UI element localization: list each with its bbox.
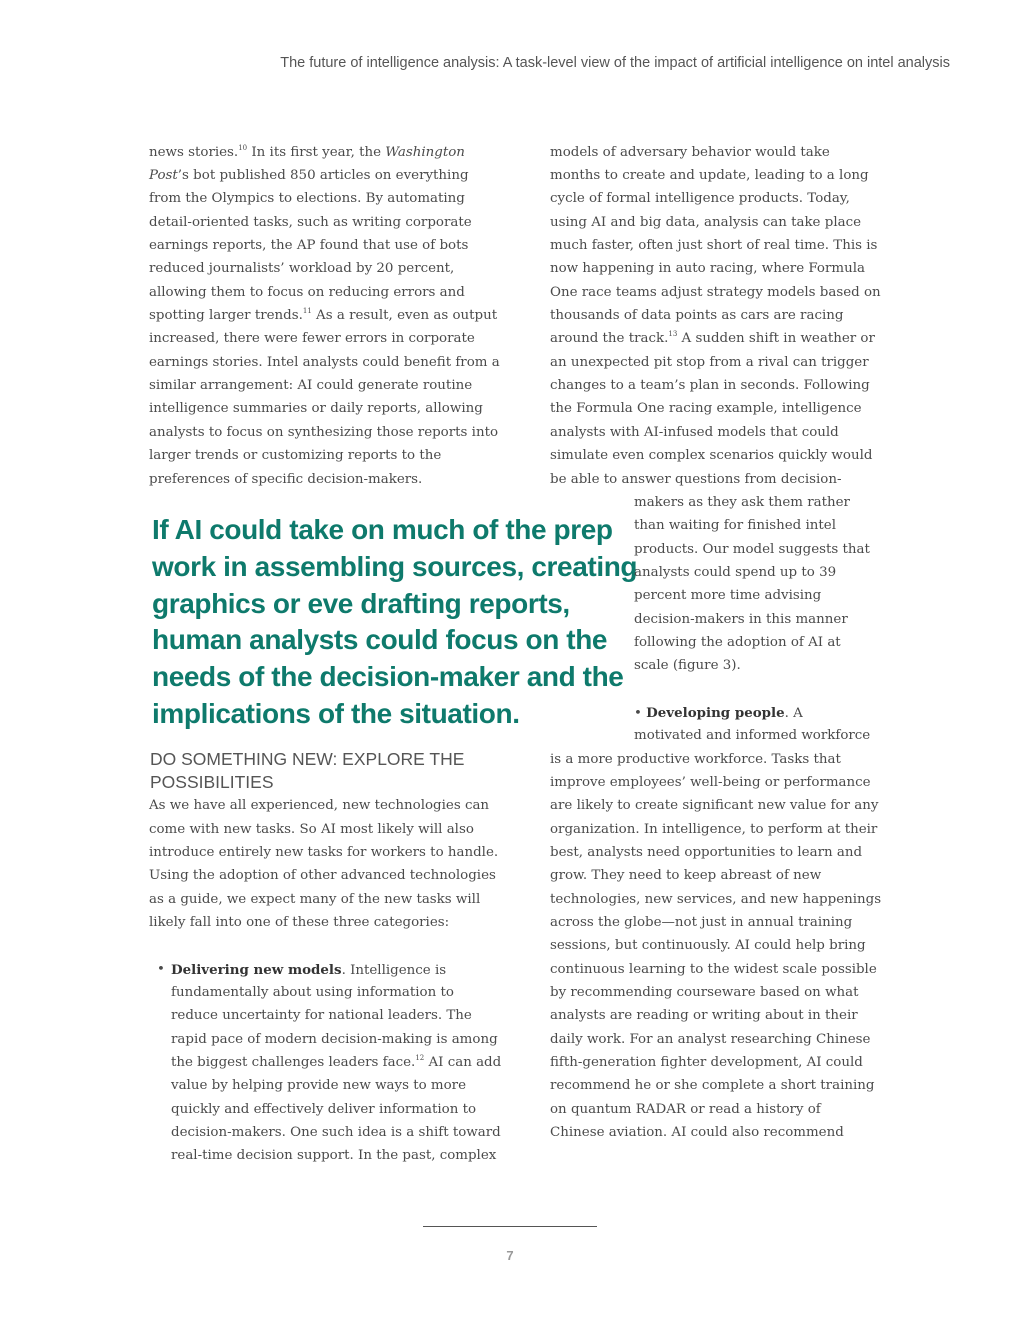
text-line: an unexpected pit stop from a rival can trigger [550, 355, 869, 370]
text-line: as a guide, we expect many of the new tasks will [149, 892, 481, 907]
text-line: daily work. For an analyst researching Chinese [550, 1032, 871, 1047]
pull-quote-line: implications of the situation. [152, 698, 520, 729]
text-line: decision-makers in this manner [634, 612, 848, 627]
text-line: makers as they ask them rather [634, 495, 850, 510]
running-header: The future of intelligence analysis: A task-level view of the impact of artificial intelligence on intel analysis [280, 55, 950, 71]
bullet-title: Delivering new models [171, 962, 342, 978]
text-line: Chinese aviation. AI could also recommend [550, 1125, 844, 1140]
section-heading: DO SOMETHING NEW: EXPLORE THE [150, 749, 465, 769]
text-line: larger trends or customizing reports to the [149, 448, 442, 463]
text-line: products. Our model suggests that [634, 542, 870, 557]
text-line: much faster, often just short of real time. This is [550, 238, 878, 253]
text-line: recommend he or she complete a short training [550, 1078, 875, 1093]
text-line: scale (figure 3). [634, 658, 741, 673]
text-line: analysts are reading or writing about in their [550, 1008, 858, 1023]
text-line: simulate even complex scenarios quickly would [550, 448, 873, 463]
text-line: come with new tasks. So AI most likely will also [149, 822, 474, 837]
text-line: now happening in auto racing, where Formula [550, 261, 865, 276]
text-line: sessions, but continuously. AI could help bring [550, 938, 866, 953]
text-line: thousands of data points as cars are racing [550, 308, 844, 323]
text-line: As we have all experienced, new technologies can [149, 798, 490, 813]
text-line: allowing them to focus on reducing errors and [149, 285, 465, 300]
pull-quote-line: graphics or eve drafting reports, [152, 588, 570, 619]
text-line: than waiting for finished intel [634, 518, 836, 533]
footnote-ref: 11 [302, 307, 312, 315]
text-line: Delivering new models. Intelligence is [171, 962, 447, 978]
text-line: motivated and informed workforce [634, 728, 871, 743]
text-line: decision-makers. One such idea is a shift toward [171, 1125, 501, 1140]
text-line: real-time decision support. In the past, complex [171, 1148, 497, 1163]
text-line: improve employees’ well-being or performance [550, 775, 871, 790]
text-line: earnings stories. Intel analysts could benefit from a [149, 355, 500, 370]
text-line: organization. In intelligence, to perform at their [550, 822, 878, 837]
text-line: using AI and big data, analysis can take place [550, 215, 862, 230]
bullet-title: Developing people [646, 705, 785, 721]
text-line: reduced journalists’ workload by 20 percent, [149, 261, 455, 276]
text-line: from the Olympics to elections. By automating [149, 191, 465, 206]
text-line: percent more time advising [634, 588, 822, 603]
text-line: fifth-generation fighter development, AI could [550, 1055, 863, 1070]
text-line: across the globe—not just in annual training [550, 915, 853, 930]
text-line: months to create and update, leading to a long [550, 168, 869, 183]
text-line: introduce entirely new tasks for workers to handle. [149, 845, 499, 860]
text-line: fundamentally about using information to [171, 985, 454, 1000]
text-line: quickly and effectively deliver information to [171, 1102, 477, 1117]
text-line: Post’s bot published 850 articles on everything [149, 168, 469, 183]
text-line: preferences of specific decision-makers. [149, 472, 423, 487]
text-line: around the track.$^{13}$ A sudden shift in weather or [550, 330, 875, 346]
text-line: intelligence summaries or daily reports, allowing [149, 401, 483, 416]
footnote-ref: 12 [415, 1054, 425, 1062]
text-line: grow. They need to keep abreast of new [550, 868, 822, 883]
text-line: detail-oriented tasks, such as writing corporate [149, 215, 472, 230]
pull-quote-line: needs of the decision-maker and the [152, 661, 624, 692]
bullet-marker: • [157, 962, 165, 977]
pull-quote-line: human analysts could focus on the [152, 624, 608, 655]
text-line: changes to a team’s plan in seconds. Following [550, 378, 870, 393]
text-line: by recommending courseware based on what [550, 985, 859, 1000]
bullet-marker: • [634, 706, 642, 721]
text-line: rapid pace of modern decision-making is among [171, 1032, 498, 1047]
text-line: analysts with AI-infused models that could [550, 425, 839, 440]
text-line: news stories.$^{10}$ In its first year, the Washington [149, 144, 465, 160]
pull-quote-line: If AI could take on much of the prep [152, 514, 613, 545]
text-line: earnings reports, the AP found that use of bots [149, 238, 469, 253]
pull-quote-line: work in assembling sources, creating [152, 551, 638, 582]
footnote-ref: 13 [668, 330, 678, 338]
text-line: analysts to focus on synthesizing those reports into [149, 425, 499, 440]
text-line: increased, there were fewer errors in corporate [149, 331, 475, 346]
text-line: analysts could spend up to 39 [634, 565, 837, 580]
text-line: cycle of formal intelligence products. Today, [550, 191, 850, 206]
text-line: spotting larger trends.$^{11}$ As a result, even as output [149, 307, 498, 323]
footnote-ref: 10 [238, 144, 248, 152]
text-line: likely fall into one of these three categories: [149, 915, 450, 930]
text-line: following the adoption of AI at [634, 635, 841, 650]
text-line: • Developing people. A [634, 705, 803, 721]
text-line: on quantum RADAR or read a history of [550, 1102, 821, 1117]
text-line: continuous learning to the widest scale possible [550, 962, 877, 977]
text-line: reduce uncertainty for national leaders. The [171, 1008, 472, 1023]
footer-divider [423, 1226, 597, 1227]
text-line: the biggest challenges leaders face.$^{12}$ AI can add [171, 1054, 502, 1070]
text-line: is a more productive workforce. Tasks that [550, 752, 841, 767]
text-line: technologies, new services, and new happenings [550, 892, 882, 907]
text-line: similar arrangement: AI could generate routine [149, 378, 473, 393]
text-line: value by helping provide new ways to more [171, 1078, 466, 1093]
text-line: Using the adoption of other advanced technologies [149, 868, 496, 883]
page-number: 7 [506, 1248, 514, 1263]
text-line: are likely to create significant new value for any [550, 798, 879, 813]
text-line: be able to answer questions from decision- [550, 472, 842, 487]
text-line: models of adversary behavior would take [550, 145, 830, 160]
section-heading: POSSIBILITIES [150, 772, 274, 792]
text-line: best, analysts need opportunities to learn and [550, 845, 863, 860]
text-line: the Formula One racing example, intelligence [550, 401, 862, 416]
text-line: One race teams adjust strategy models based on [550, 285, 881, 300]
